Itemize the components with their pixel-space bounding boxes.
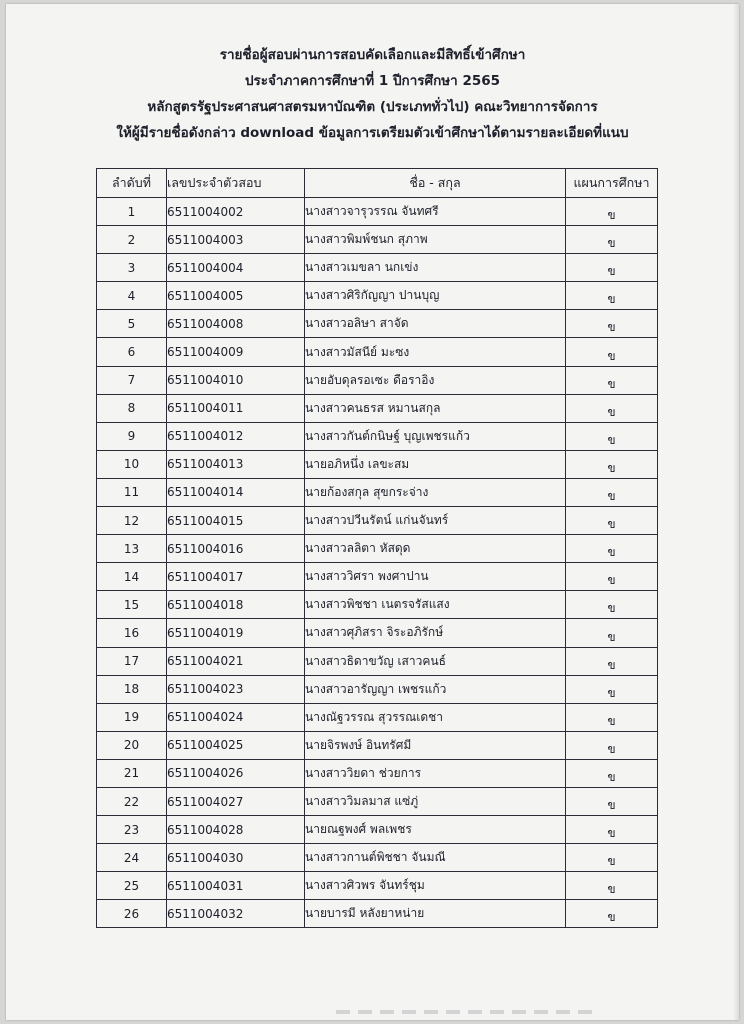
cell-full-name: นางสาววิศรา พงศาปาน	[305, 563, 566, 591]
cell-study-plan: ข	[566, 226, 658, 254]
results-table	[96, 168, 658, 928]
cell-exam-id: 6511004025	[167, 731, 305, 759]
table-row	[97, 338, 658, 366]
column-header-exam-id: เลขประจำตัวสอบ	[167, 169, 305, 198]
cell-study-plan: ข	[566, 675, 658, 703]
column-header-name: ชื่อ - สกุล	[305, 169, 566, 198]
cell-study-plan: ข	[566, 478, 658, 506]
table-row	[97, 366, 658, 394]
cell-row-number: 20	[97, 731, 167, 759]
cell-row-number: 22	[97, 787, 167, 815]
cell-full-name: นายก้องสกุล สุขกระจ่าง	[305, 478, 566, 506]
cell-row-number: 10	[97, 450, 167, 478]
cell-row-number: 19	[97, 703, 167, 731]
header-program: หลักสูตรรัฐประศาสนศาสตรมหาบัณฑิต (ประเภททั่วไป) คณะวิทยาการจัดการ	[147, 99, 598, 115]
cell-full-name: นายบารมี หลังยาหน่าย	[305, 900, 566, 928]
cell-row-number: 15	[97, 591, 167, 619]
cell-full-name: นางสาวลลิตา หัสดุด	[305, 535, 566, 563]
table-header-row	[97, 169, 658, 198]
cell-exam-id: 6511004016	[167, 535, 305, 563]
cell-row-number: 1	[97, 198, 167, 226]
cell-study-plan: ข	[566, 872, 658, 900]
cell-row-number: 17	[97, 647, 167, 675]
cell-exam-id: 6511004003	[167, 226, 305, 254]
table-row	[97, 254, 658, 282]
table-row	[97, 422, 658, 450]
cell-row-number: 5	[97, 310, 167, 338]
cell-exam-id: 6511004011	[167, 394, 305, 422]
cell-full-name: นางสาวอารัญญา เพชรแก้ว	[305, 675, 566, 703]
header-instruction: ให้ผู้มีรายชื่อดังกล่าว download ข้อมูลการเตรียมตัวเข้าศึกษาได้ตามรายละเอียดที่แนบ	[116, 125, 629, 141]
cell-exam-id: 6511004026	[167, 759, 305, 787]
table-row	[97, 703, 658, 731]
table-row	[97, 507, 658, 535]
cell-study-plan: ข	[566, 703, 658, 731]
cell-row-number: 3	[97, 254, 167, 282]
cell-exam-id: 6511004030	[167, 844, 305, 872]
cell-exam-id: 6511004002	[167, 198, 305, 226]
cell-study-plan: ข	[566, 366, 658, 394]
scan-artifact	[336, 1010, 596, 1014]
table-body	[97, 198, 658, 928]
cell-study-plan: ข	[566, 900, 658, 928]
table-row	[97, 872, 658, 900]
cell-row-number: 21	[97, 759, 167, 787]
cell-study-plan: ข	[566, 198, 658, 226]
table-row	[97, 675, 658, 703]
cell-exam-id: 6511004008	[167, 310, 305, 338]
column-header-study-plan: แผนการศึกษา	[566, 169, 658, 198]
cell-full-name: นางสาวศิริกัญญา ปานบุญ	[305, 282, 566, 310]
cell-row-number: 11	[97, 478, 167, 506]
cell-full-name: นางสาวพิมพ์ชนก สุภาพ	[305, 226, 566, 254]
cell-exam-id: 6511004015	[167, 507, 305, 535]
cell-exam-id: 6511004017	[167, 563, 305, 591]
cell-row-number: 14	[97, 563, 167, 591]
table-row	[97, 394, 658, 422]
table-row	[97, 647, 658, 675]
cell-exam-id: 6511004005	[167, 282, 305, 310]
cell-full-name: นางสาวคนธรส หมานสกุล	[305, 394, 566, 422]
cell-row-number: 4	[97, 282, 167, 310]
cell-exam-id: 6511004010	[167, 366, 305, 394]
cell-full-name: นางสาวมัสนีย์ มะซง	[305, 338, 566, 366]
cell-exam-id: 6511004012	[167, 422, 305, 450]
table-row	[97, 816, 658, 844]
cell-exam-id: 6511004004	[167, 254, 305, 282]
cell-study-plan: ข	[566, 647, 658, 675]
cell-study-plan: ข	[566, 535, 658, 563]
table-row	[97, 619, 658, 647]
cell-row-number: 12	[97, 507, 167, 535]
table-row	[97, 282, 658, 310]
document-page	[6, 4, 739, 1020]
table-row	[97, 563, 658, 591]
cell-row-number: 2	[97, 226, 167, 254]
cell-full-name: นางสาวจารุวรรณ จันทศรี	[305, 198, 566, 226]
cell-exam-id: 6511004028	[167, 816, 305, 844]
cell-row-number: 6	[97, 338, 167, 366]
cell-exam-id: 6511004032	[167, 900, 305, 928]
cell-full-name: นายจิรพงษ์ อินทรัศมี	[305, 731, 566, 759]
cell-row-number: 23	[97, 816, 167, 844]
table-row	[97, 591, 658, 619]
header-title: รายชื่อผู้สอบผ่านการสอบคัดเลือกและมีสิทธิ์เข้าศึกษา	[219, 47, 526, 63]
document-header	[6, 42, 739, 146]
table-row	[97, 787, 658, 815]
cell-study-plan: ข	[566, 254, 658, 282]
cell-row-number: 8	[97, 394, 167, 422]
cell-study-plan: ข	[566, 844, 658, 872]
cell-study-plan: ข	[566, 563, 658, 591]
cell-study-plan: ข	[566, 338, 658, 366]
table-row	[97, 844, 658, 872]
cell-full-name: นางสาวพิชชา เนตรจรัสแสง	[305, 591, 566, 619]
cell-exam-id: 6511004021	[167, 647, 305, 675]
column-header-no: ลำดับที่	[97, 169, 167, 198]
table-row	[97, 759, 658, 787]
cell-full-name: นายณฐพงศ์ พลเพชร	[305, 816, 566, 844]
cell-full-name: นางสาวกันต์กนิษฐ์ บุญเพชรแก้ว	[305, 422, 566, 450]
cell-row-number: 7	[97, 366, 167, 394]
table-row	[97, 731, 658, 759]
header-semester: ประจำภาคการศึกษาที่ 1 ปีการศึกษา 2565	[244, 73, 501, 89]
cell-full-name: นางสาวเมขลา นกเข่ง	[305, 254, 566, 282]
cell-row-number: 9	[97, 422, 167, 450]
cell-study-plan: ข	[566, 394, 658, 422]
cell-exam-id: 6511004024	[167, 703, 305, 731]
cell-exam-id: 6511004018	[167, 591, 305, 619]
cell-full-name: นางสาววิยดา ช่วยการ	[305, 759, 566, 787]
table-row	[97, 535, 658, 563]
cell-row-number: 18	[97, 675, 167, 703]
cell-study-plan: ข	[566, 591, 658, 619]
table-row	[97, 900, 658, 928]
cell-study-plan: ข	[566, 310, 658, 338]
cell-full-name: นางณัฐวรรณ สุวรรณเดชา	[305, 703, 566, 731]
cell-full-name: นางสาวศิวพร จันทร์ชุม	[305, 872, 566, 900]
cell-exam-id: 6511004023	[167, 675, 305, 703]
cell-full-name: นางสาวกานต์พิชชา จันมณี	[305, 844, 566, 872]
cell-row-number: 16	[97, 619, 167, 647]
cell-exam-id: 6511004031	[167, 872, 305, 900]
cell-study-plan: ข	[566, 507, 658, 535]
table-row	[97, 450, 658, 478]
cell-exam-id: 6511004013	[167, 450, 305, 478]
cell-exam-id: 6511004019	[167, 619, 305, 647]
cell-study-plan: ข	[566, 787, 658, 815]
cell-study-plan: ข	[566, 816, 658, 844]
table-row	[97, 198, 658, 226]
cell-exam-id: 6511004027	[167, 787, 305, 815]
cell-study-plan: ข	[566, 422, 658, 450]
cell-full-name: นางสาววิมลมาส แซ่ภู่	[305, 787, 566, 815]
cell-row-number: 13	[97, 535, 167, 563]
cell-row-number: 24	[97, 844, 167, 872]
cell-full-name: นางสาวธิดาขวัญ เสาวคนธ์	[305, 647, 566, 675]
cell-full-name: นางสาวอลิษา สาจัด	[305, 310, 566, 338]
table-row	[97, 226, 658, 254]
cell-study-plan: ข	[566, 731, 658, 759]
cell-full-name: นายอับดุลรอเซะ ดือราอิง	[305, 366, 566, 394]
table-row	[97, 310, 658, 338]
cell-exam-id: 6511004014	[167, 478, 305, 506]
cell-study-plan: ข	[566, 282, 658, 310]
cell-full-name: นางสาวปวีนรัตน์ แก่นจันทร์	[305, 507, 566, 535]
table-row	[97, 478, 658, 506]
cell-study-plan: ข	[566, 619, 658, 647]
cell-full-name: นายอภิหนึ่ง เลขะสม	[305, 450, 566, 478]
cell-study-plan: ข	[566, 759, 658, 787]
cell-row-number: 26	[97, 900, 167, 928]
cell-full-name: นางสาวศุภิสรา จิระอภิรักษ์	[305, 619, 566, 647]
cell-exam-id: 6511004009	[167, 338, 305, 366]
cell-row-number: 25	[97, 872, 167, 900]
cell-study-plan: ข	[566, 450, 658, 478]
